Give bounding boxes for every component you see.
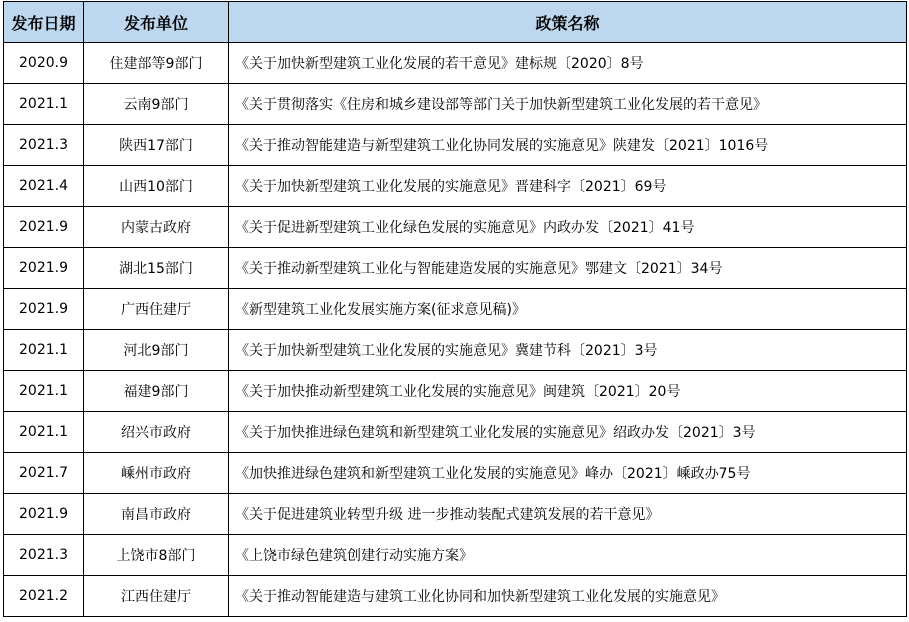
cell-unit: 湖北15部门 (84, 248, 229, 289)
cell-date: 2020.9 (4, 43, 84, 84)
table-row (4, 576, 907, 617)
cell-unit: 河北9部门 (84, 330, 229, 371)
table-body (4, 43, 907, 617)
cell-unit: 嵊州市政府 (84, 453, 229, 494)
cell-policy: 《关于贯彻落实《住房和城乡建设部等部门关于加快新型建筑工业化发展的若干意见》 (229, 84, 907, 125)
cell-date: 2021.9 (4, 289, 84, 330)
cell-policy: 《关于加快推进绿色建筑和新型建筑工业化发展的实施意见》绍政办发〔2021〕3号 (229, 412, 907, 453)
cell-policy: 《关于推动智能建造与新型建筑工业化协同发展的实施意见》陕建发〔2021〕1016号 (229, 125, 907, 166)
cell-date: 2021.2 (4, 576, 84, 617)
policy-table (3, 1, 907, 617)
cell-date: 2021.9 (4, 248, 84, 289)
table-row (4, 535, 907, 576)
table-row (4, 166, 907, 207)
cell-policy: 《新型建筑工业化发展实施方案(征求意见稿)》 (229, 289, 907, 330)
cell-date: 2021.1 (4, 412, 84, 453)
header-unit: 发布单位 (84, 2, 229, 43)
cell-policy: 《上饶市绿色建筑创建行动实施方案》 (229, 535, 907, 576)
cell-unit: 内蒙古政府 (84, 207, 229, 248)
table-row (4, 125, 907, 166)
table-row (4, 84, 907, 125)
cell-unit: 住建部等9部门 (84, 43, 229, 84)
cell-date: 2021.1 (4, 84, 84, 125)
table-row (4, 207, 907, 248)
cell-unit: 南昌市政府 (84, 494, 229, 535)
cell-policy: 《关于促进建筑业转型升级 进一步推动装配式建筑发展的若干意见》 (229, 494, 907, 535)
cell-unit: 陕西17部门 (84, 125, 229, 166)
cell-unit: 江西住建厅 (84, 576, 229, 617)
table-row (4, 248, 907, 289)
cell-date: 2021.3 (4, 125, 84, 166)
table-header-row (4, 2, 907, 43)
table-row (4, 289, 907, 330)
header-date: 发布日期 (4, 2, 84, 43)
cell-policy: 《关于加快新型建筑工业化发展的实施意见》冀建节科〔2021〕3号 (229, 330, 907, 371)
cell-date: 2021.9 (4, 494, 84, 535)
cell-policy: 《关于加快新型建筑工业化发展的实施意见》晋建科字〔2021〕69号 (229, 166, 907, 207)
cell-policy: 《关于加快新型建筑工业化发展的若干意见》建标规〔2020〕8号 (229, 43, 907, 84)
cell-unit: 绍兴市政府 (84, 412, 229, 453)
cell-date: 2021.1 (4, 330, 84, 371)
cell-unit: 山西10部门 (84, 166, 229, 207)
table-row (4, 453, 907, 494)
table-row (4, 330, 907, 371)
table-row (4, 412, 907, 453)
cell-policy: 《关于推动智能建造与建筑工业化协同和加快新型建筑工业化发展的实施意见》 (229, 576, 907, 617)
table-row (4, 371, 907, 412)
cell-policy: 《关于推动新型建筑工业化与智能建造发展的实施意见》鄂建文〔2021〕34号 (229, 248, 907, 289)
cell-date: 2021.7 (4, 453, 84, 494)
cell-unit: 福建9部门 (84, 371, 229, 412)
cell-unit: 广西住建厅 (84, 289, 229, 330)
cell-unit: 上饶市8部门 (84, 535, 229, 576)
table-row (4, 43, 907, 84)
cell-policy: 《关于促进新型建筑工业化绿色发展的实施意见》内政办发〔2021〕41号 (229, 207, 907, 248)
cell-policy: 《加快推进绿色建筑和新型建筑工业化发展的实施意见》峰办〔2021〕嵊政办75号 (229, 453, 907, 494)
cell-date: 2021.1 (4, 371, 84, 412)
header-policy: 政策名称 (229, 2, 907, 43)
cell-date: 2021.4 (4, 166, 84, 207)
table-row (4, 494, 907, 535)
cell-unit: 云南9部门 (84, 84, 229, 125)
cell-date: 2021.9 (4, 207, 84, 248)
cell-policy: 《关于加快推动新型建筑工业化发展的实施意见》闽建筑〔2021〕20号 (229, 371, 907, 412)
cell-date: 2021.3 (4, 535, 84, 576)
